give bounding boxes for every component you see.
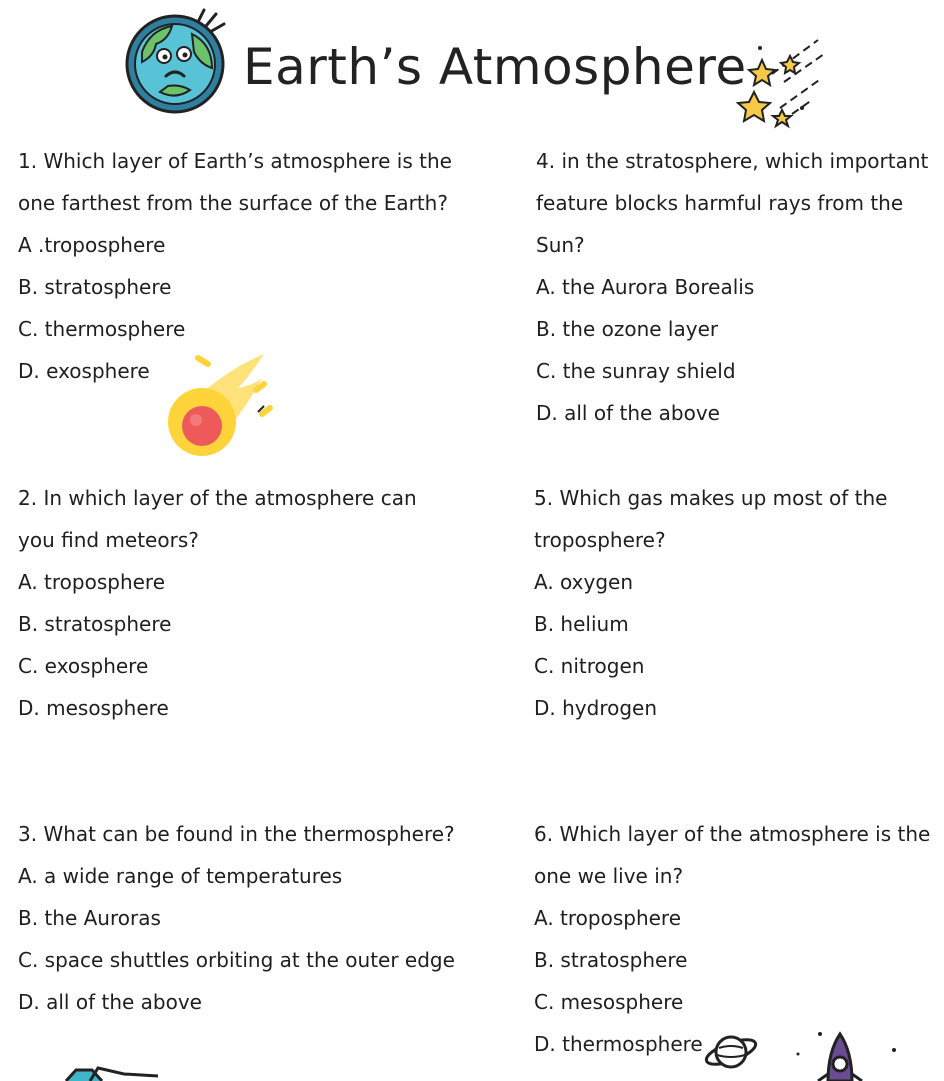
question-5-option-c[interactable]: C. nitrogen [534, 654, 645, 678]
question-2-line-2: you find meteors? [18, 528, 199, 552]
question-4-line-2: feature blocks harmful rays from the [536, 191, 904, 215]
question-2-line-1: 2. In which layer of the atmosphere can [18, 486, 417, 510]
question-4-option-a[interactable]: A. the Aurora Borealis [536, 275, 755, 299]
question-4-line-1: 4. in the stratosphere, which important [536, 149, 929, 173]
question-4-option-b[interactable]: B. the ozone layer [536, 317, 719, 341]
question-5-option-b[interactable]: B. helium [534, 612, 629, 636]
question-1-option-d[interactable]: D. exosphere [18, 359, 150, 383]
question-5-line-2: troposphere? [534, 528, 666, 552]
question-4-option-d[interactable]: D. all of the above [536, 401, 720, 425]
question-3-option-a[interactable]: A. a wide range of temperatures [18, 864, 343, 888]
question-3-option-d[interactable]: D. all of the above [18, 990, 202, 1014]
question-5-line-1: 5. Which gas makes up most of the [534, 486, 888, 510]
question-1-option-c[interactable]: C. thermosphere [18, 317, 186, 341]
question-6-option-b[interactable]: B. stratosphere [534, 948, 688, 972]
question-2-option-d[interactable]: D. mesosphere [18, 696, 169, 720]
question-6-option-d[interactable]: D. thermosphere [534, 1032, 703, 1056]
question-6-line-1: 6. Which layer of the atmosphere is the [534, 822, 931, 846]
question-1-option-a[interactable]: A .troposphere [18, 233, 166, 257]
planet-icon [702, 1028, 760, 1074]
question-6-option-a[interactable]: A. troposphere [534, 906, 682, 930]
question-1-line-1: 1. Which layer of Earth’s atmosphere is the [18, 149, 452, 173]
question-3-option-b[interactable]: B. the Auroras [18, 906, 161, 930]
airplane-icon [62, 1064, 172, 1081]
meteor-icon [160, 348, 275, 460]
question-1-line-2: one farthest from the surface of the Earth? [18, 191, 448, 215]
sad-earth-icon [120, 4, 240, 114]
question-6-line-2: one we live in? [534, 864, 684, 888]
question-2-option-a[interactable]: A. troposphere [18, 570, 166, 594]
question-6-option-c[interactable]: C. mesosphere [534, 990, 684, 1014]
shooting-stars-icon [732, 34, 832, 130]
question-5-option-d[interactable]: D. hydrogen [534, 696, 658, 720]
question-3-option-c[interactable]: C. space shuttles orbiting at the outer edge [18, 948, 455, 972]
question-2-option-c[interactable]: C. exosphere [18, 654, 149, 678]
question-2-option-b[interactable]: B. stratosphere [18, 612, 172, 636]
question-4-line-3: Sun? [536, 233, 585, 257]
question-3-line-1: 3. What can be found in the thermosphere? [18, 822, 455, 846]
rocket-icon [790, 1024, 900, 1081]
page-title: Earth’s Atmosphere [243, 38, 747, 96]
question-4-option-c[interactable]: C. the sunray shield [536, 359, 736, 383]
question-5-option-a[interactable]: A. oxygen [534, 570, 634, 594]
question-1-option-b[interactable]: B. stratosphere [18, 275, 172, 299]
